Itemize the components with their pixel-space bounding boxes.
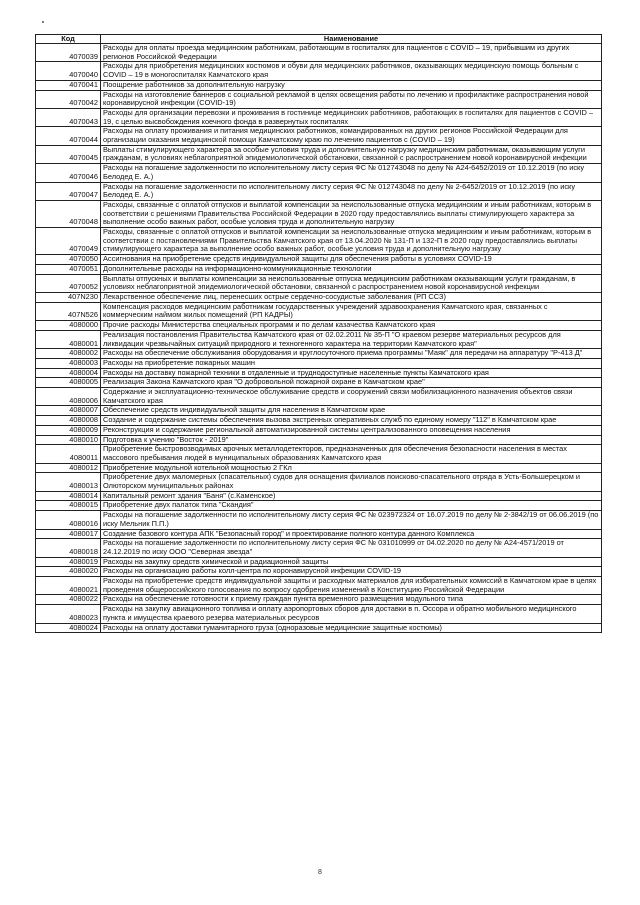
row-name: Прочие расходы Министерства специальных программ и по делам казачества Камчатского края <box>101 321 602 331</box>
row-code: 4080001 <box>36 330 101 348</box>
row-name: Расходы, связанные с оплатой отпусков и выплатой компенсации за неиспользованные отпуска медицинским и иным работникам, которым в соответствии с решениями Правительства Российской Федерации в 2020 году предоставлялись выплаты стимулирующего характера за выполнение особо важных работ, особые условия труда и дополнительную нагрузку <box>101 200 602 227</box>
row-name: Расходы на организацию работы колл-центра по коронавирусной инфекции COVID-19 <box>101 567 602 577</box>
row-name: Реконструкция и содержание региональной автоматизированной системы централизованного оповещения населения <box>101 425 602 435</box>
row-name: Расходы на закупку авиационного топлива и оплату аэропортовых сборов для доставки в п. Оссора и обратно мобильного медицинского пункта и имущества краевого резерва материальных ресурсов <box>101 605 602 623</box>
row-code: 4080004 <box>36 368 101 378</box>
row-code: 407N230 <box>36 292 101 302</box>
row-name: Расходы на погашение задолженности по исполнительному листу серия ФС № 031010999 от 04.02.2020 по делу № А24-4571/2019 от 24.12.2019 по иску ООО "Северная звезда" <box>101 539 602 557</box>
row-code: 4080015 <box>36 501 101 511</box>
table-row <box>36 605 602 623</box>
table-row <box>36 330 602 348</box>
row-name: Капитальный ремонт здания "Баня" (с.Каменское) <box>101 491 602 501</box>
table-row <box>36 145 602 163</box>
table-row <box>36 623 602 633</box>
row-code: 4070049 <box>36 228 101 255</box>
row-name: Подготовка к учению "Восток - 2019" <box>101 435 602 445</box>
table-row <box>36 539 602 557</box>
row-name: Ассигнования на приобретение средств индивидуальной защиты для обеспечения работы в условиях COVID-19 <box>101 255 602 265</box>
row-name: Приобретение быстровозводимых арочных металлодетекторов, предназначенных для обеспечения безопасности населения в местах массового пребывания людей в муниципальных образованиях Камчатского края <box>101 445 602 463</box>
row-code: 4070045 <box>36 145 101 163</box>
row-name: Содержание и эксплуатационно-техническое обслуживание средств и сооружений связи мобилизационного назначения объектов связи Камчатского края <box>101 388 602 406</box>
table-row <box>36 473 602 491</box>
row-name: Реализация Закона Камчатского края "О добровольной пожарной охране в Камчатском крае" <box>101 378 602 388</box>
row-code: 4080018 <box>36 539 101 557</box>
row-name: Расходы на приобретение пожарных машин <box>101 358 602 368</box>
table-row <box>36 90 602 108</box>
page-number: 8 <box>318 869 322 876</box>
table-row <box>36 577 602 595</box>
row-code: 4070044 <box>36 127 101 145</box>
table-row <box>36 292 602 302</box>
row-name: Расходы на оплату доставки гуманитарного груза (одноразовые медицинские защитные костюмы) <box>101 623 602 633</box>
row-name: Расходы на погашение задолженности по исполнительному листу серия ФС № 012743048 по делу № 2-6452/2019 от 10.12.2019 (по иску Белодед Е. А.) <box>101 182 602 200</box>
row-code: 407N526 <box>36 302 101 320</box>
row-code: 4080017 <box>36 529 101 539</box>
table-row <box>36 445 602 463</box>
table-row <box>36 164 602 182</box>
row-code: 4080024 <box>36 623 101 633</box>
row-code: 4080002 <box>36 349 101 359</box>
row-code: 4070042 <box>36 90 101 108</box>
row-name: Поощрение работников за дополнительную нагрузку <box>101 80 602 90</box>
table-row <box>36 388 602 406</box>
row-code: 4080022 <box>36 595 101 605</box>
row-code: 4080005 <box>36 378 101 388</box>
row-code: 4070047 <box>36 182 101 200</box>
row-code: 4080003 <box>36 358 101 368</box>
row-name: Расходы для организации перевозки и проживания в гостинице медицинских работников, работающих в госпиталях для пациентов с COVID – 19, с целью высвобождения коечного фонда в развернутых госпиталях <box>101 108 602 126</box>
table-row <box>36 62 602 80</box>
row-code: 4080009 <box>36 425 101 435</box>
row-name: Приобретение двух маломерных (спасательных) судов для оснащения филиалов поисково-спасательного отряда в Усть-Большерецком и Олюторском муниципальных районах <box>101 473 602 491</box>
row-name: Расходы на приобретение средств индивидуальной защиты и расходных материалов для избирательных комиссий в Камчатском крае в целях проведения общероссийского голосования по вопросу одобрения изменений в Конституцию Российской Федерации <box>101 577 602 595</box>
row-code: 4080023 <box>36 605 101 623</box>
table-row <box>36 182 602 200</box>
table-row <box>36 44 602 62</box>
table-row <box>36 349 602 359</box>
row-name: Создание и содержание системы обеспечения вызова экстренных оперативных служб по единому номеру "112" в Камчатском крае <box>101 416 602 426</box>
budget-codes-table <box>35 34 602 633</box>
table-row <box>36 228 602 255</box>
row-code: 4080016 <box>36 511 101 529</box>
row-name: Расходы на обеспечение обслуживания оборудования и круглосуточного приема программы "Маяк" для передачи на аппаратуру "Р-413 Д" <box>101 349 602 359</box>
table-row <box>36 127 602 145</box>
row-name: Реализация постановления Правительства Камчатского края от 02.02.2011 № 35-П "О краевом резерве материальных ресурсов для ликвидации чрезвычайных ситуаций природного и техногенного характера на территории Камчатского края" <box>101 330 602 348</box>
row-name: Расходы на погашение задолженности по исполнительному листу серия ФС № 023972324 от 16.07.2019 по делу № 2-3842/19 от 06.06.2019 (по иску Мельник П.П.) <box>101 511 602 529</box>
table-row <box>36 200 602 227</box>
row-code: 4070041 <box>36 80 101 90</box>
row-name: Дополнительные расходы на информационно-коммуникационные технологии <box>101 264 602 274</box>
row-name: Приобретение модульной котельной мощностью 2 ГКл <box>101 463 602 473</box>
table-row <box>36 255 602 265</box>
scan-speck <box>42 21 44 23</box>
row-code: 4080011 <box>36 445 101 463</box>
row-code: 4080006 <box>36 388 101 406</box>
row-code: 4080012 <box>36 463 101 473</box>
row-code: 4080014 <box>36 491 101 501</box>
header-code: Код <box>36 35 101 44</box>
table-row <box>36 264 602 274</box>
row-code: 4070051 <box>36 264 101 274</box>
row-name: Выплаты отпускных и выплаты компенсации за неиспользованные отпуска медицинским работникам оказывающим услуги гражданам, в условиях неблагоприятной эпидемиологической обстановки, связанной с распространением новой коронавирусной инфекции <box>101 274 602 292</box>
row-code: 4080010 <box>36 435 101 445</box>
row-name: Расходы на доставку пожарной техники в отдаленные и труднодоступные населенные пункты Камчатского края <box>101 368 602 378</box>
row-code: 4080020 <box>36 567 101 577</box>
row-name: Расходы для приобретения медицинских костюмов и обуви для медицинских работников, оказывающих медицинскую помощь больным с COVID – 19 в моногоспиталях Камчатского края <box>101 62 602 80</box>
row-name: Обеспечение средств индивидуальной защиты для населения в Камчатском крае <box>101 406 602 416</box>
table-row <box>36 274 602 292</box>
row-name: Приобретение двух палаток типа "Скандия" <box>101 501 602 511</box>
row-code: 4080013 <box>36 473 101 491</box>
table-row <box>36 302 602 320</box>
header-name: Наименование <box>101 35 602 44</box>
row-code: 4080008 <box>36 416 101 426</box>
row-name: Расходы на закупку средств химической и радиационной защиты <box>101 557 602 567</box>
row-code: 4070039 <box>36 44 101 62</box>
row-name: Расходы для оплаты проезда медицинским работникам, работающим в госпиталях для пациентов с COVID – 19, прибывшим из других регионов Российской Федерации <box>101 44 602 62</box>
row-code: 4070052 <box>36 274 101 292</box>
row-code: 4070048 <box>36 200 101 227</box>
row-code: 4080007 <box>36 406 101 416</box>
row-name: Расходы на изготовление баннеров с социальной рекламой в целях освещения работы по лечению и профилактике распространения новой коронавирусной инфекции (COVID-19) <box>101 90 602 108</box>
row-name: Создание базового контура АПК "Безопасный город" и проектирование полного контура данного Комплекса <box>101 529 602 539</box>
row-code: 4070043 <box>36 108 101 126</box>
row-name: Выплаты стимулирующего характера за особые условия труда и дополнительную нагрузку медицинским работникам, оказывающим услуги гражданам, в условиях неблагоприятной эпидемиологической обстановки, связанной с распространением новой коронавирусной инфекции <box>101 145 602 163</box>
table-row <box>36 80 602 90</box>
table-row <box>36 108 602 126</box>
row-code: 4080021 <box>36 577 101 595</box>
row-code: 4080000 <box>36 321 101 331</box>
row-name: Расходы на погашение задолженности по исполнительному листу серия ФС № 012743048 по делу № А24-6452/2019 от 10.12.2019 (по иску Белодед Е. А.) <box>101 164 602 182</box>
row-name: Лекарственное обеспечение лиц, перенесших острые сердечно-сосудистые заболевания (РП ССЗ) <box>101 292 602 302</box>
table-body <box>36 44 602 633</box>
row-code: 4070046 <box>36 164 101 182</box>
row-code: 4070050 <box>36 255 101 265</box>
table-row <box>36 321 602 331</box>
row-name: Расходы на оплату проживания и питания медицинских работников, командированных на других регионов Российской Федерации для организации оказания медицинской помощи Камчатскому краю по лечению пациентов с (COVID – 19) <box>101 127 602 145</box>
table-row <box>36 511 602 529</box>
row-code: 4070040 <box>36 62 101 80</box>
row-code: 4080019 <box>36 557 101 567</box>
table-row <box>36 425 602 435</box>
row-name: Расходы, связанные с оплатой отпусков и выплатой компенсации за неиспользованные отпуска медицинским и иным работникам, которым в соответствии с постановлениями Правительства Камчатского края от 13.04.2020 № 131-П и 132-П в 2020 году предоставлялись выплаты стимулирующего характера за выполнение особо важных работ, особые условия труда и дополнительную нагрузку <box>101 228 602 255</box>
table-row <box>36 358 602 368</box>
row-name: Компенсация расходов медицинским работникам государственных учреждений здравоохранения Камчатского края, связанных с коммерческим наймом жилых помещений (РП КАДРЫ) <box>101 302 602 320</box>
table-row <box>36 416 602 426</box>
row-name: Расходы на обеспечение готовности к приему граждан пункта временного размещения модульного типа <box>101 595 602 605</box>
